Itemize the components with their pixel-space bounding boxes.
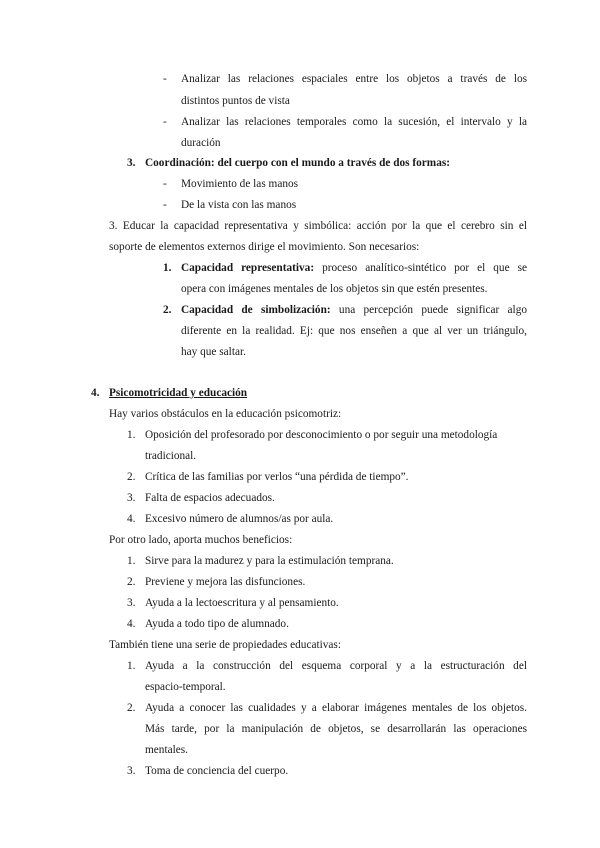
definition-text: proceso analítico-sintético por el que se — [314, 262, 527, 274]
section-subheading: Coordinación: del cuerpo con el mundo a través de dos formas: — [145, 157, 451, 169]
bullet-marker: - — [163, 73, 167, 85]
list-item: espacio-temporal. — [145, 681, 226, 693]
paragraph-line: 3. Educar la capacidad representativa y simbólica: acción por la que el cerebro sin el — [109, 220, 527, 232]
definition-line: opera con imágenes mentales de los objetos sin que estén presentes. — [181, 283, 488, 295]
paragraph-line: Por otro lado, aporta muchos beneficios: — [109, 534, 293, 546]
bullet-marker: - — [163, 116, 167, 128]
list-number: 3. — [127, 492, 136, 504]
list-number: 4. — [127, 618, 136, 630]
section-number: 4. — [91, 387, 100, 399]
section-heading: Psicomotricidad y educación — [109, 387, 248, 399]
list-item: Ayuda a todo tipo de alumnado. — [145, 618, 289, 630]
bullet-marker: - — [163, 178, 167, 190]
list-item: Crítica de las familias por verlos “una pérdida de tiempo”. — [145, 471, 409, 483]
list-item: Ayuda a conocer las cualidades y a elaborar imágenes mentales de los objetos. — [145, 702, 527, 714]
definition-text: una percepción puede significar algo — [330, 304, 527, 316]
list-item: Toma de conciencia del cuerpo. — [145, 765, 289, 777]
definition-term: Capacidad representativa: — [181, 262, 315, 274]
list-item: mentales. — [145, 744, 188, 756]
list-item: Oposición del profesorado por desconocimiento o por seguir una metodología — [145, 429, 498, 441]
list-number: 3. — [127, 765, 136, 777]
list-number: 2. — [163, 304, 172, 316]
paragraph-line: soporte de elementos externos dirige el movimiento. Son necesarios: — [109, 241, 420, 253]
list-item: Ayuda a la lectoescritura y al pensamiento. — [145, 597, 339, 609]
bullet-text: Movimiento de las manos — [181, 178, 299, 190]
list-item: Falta de espacios adecuados. — [145, 492, 275, 504]
bullet-text: distintos puntos de vista — [181, 95, 290, 107]
list-item: Ayuda a la construcción del esquema corporal y a la estructuración del — [145, 660, 527, 672]
definition-line: hay que saltar. — [181, 346, 246, 358]
list-number: 2. — [127, 702, 136, 714]
definition-term: Capacidad de simbolización: — [181, 304, 331, 316]
bullet-text: De la vista con las manos — [181, 199, 297, 211]
list-number: 3. — [127, 157, 136, 169]
bullet-text: Analizar las relaciones temporales como la sucesión, el intervalo y la — [181, 116, 527, 128]
definition-line — [181, 261, 527, 275]
list-item: Sirve para la madurez y para la estimulación temprana. — [145, 555, 394, 567]
definition-line: diferente en la realidad. Ej: que nos enseñen a que al ver un triángulo, — [181, 325, 527, 337]
list-number: 3. — [127, 597, 136, 609]
list-number: 1. — [163, 262, 172, 274]
paragraph-line: También tiene una serie de propiedades educativas: — [109, 639, 341, 651]
bullet-marker: - — [163, 199, 167, 211]
list-item: Excesivo número de alumnos/as por aula. — [145, 513, 334, 525]
list-number: 2. — [127, 576, 136, 588]
list-number: 1. — [127, 555, 136, 567]
bullet-text: Analizar las relaciones espaciales entre los objetos a través de los — [181, 73, 527, 85]
list-number: 4. — [127, 513, 136, 525]
list-item: Previene y mejora las disfunciones. — [145, 576, 306, 588]
list-item: Más tarde, por la manipulación de objetos, se desarrollarán las operaciones — [145, 723, 527, 735]
list-number: 1. — [127, 660, 136, 672]
definition-line — [181, 303, 527, 317]
list-item: tradicional. — [145, 450, 197, 462]
bullet-text: duración — [181, 137, 221, 149]
paragraph-line: Hay varios obstáculos en la educación psicomotriz: — [109, 408, 342, 420]
list-number: 1. — [127, 429, 136, 441]
list-number: 2. — [127, 471, 136, 483]
